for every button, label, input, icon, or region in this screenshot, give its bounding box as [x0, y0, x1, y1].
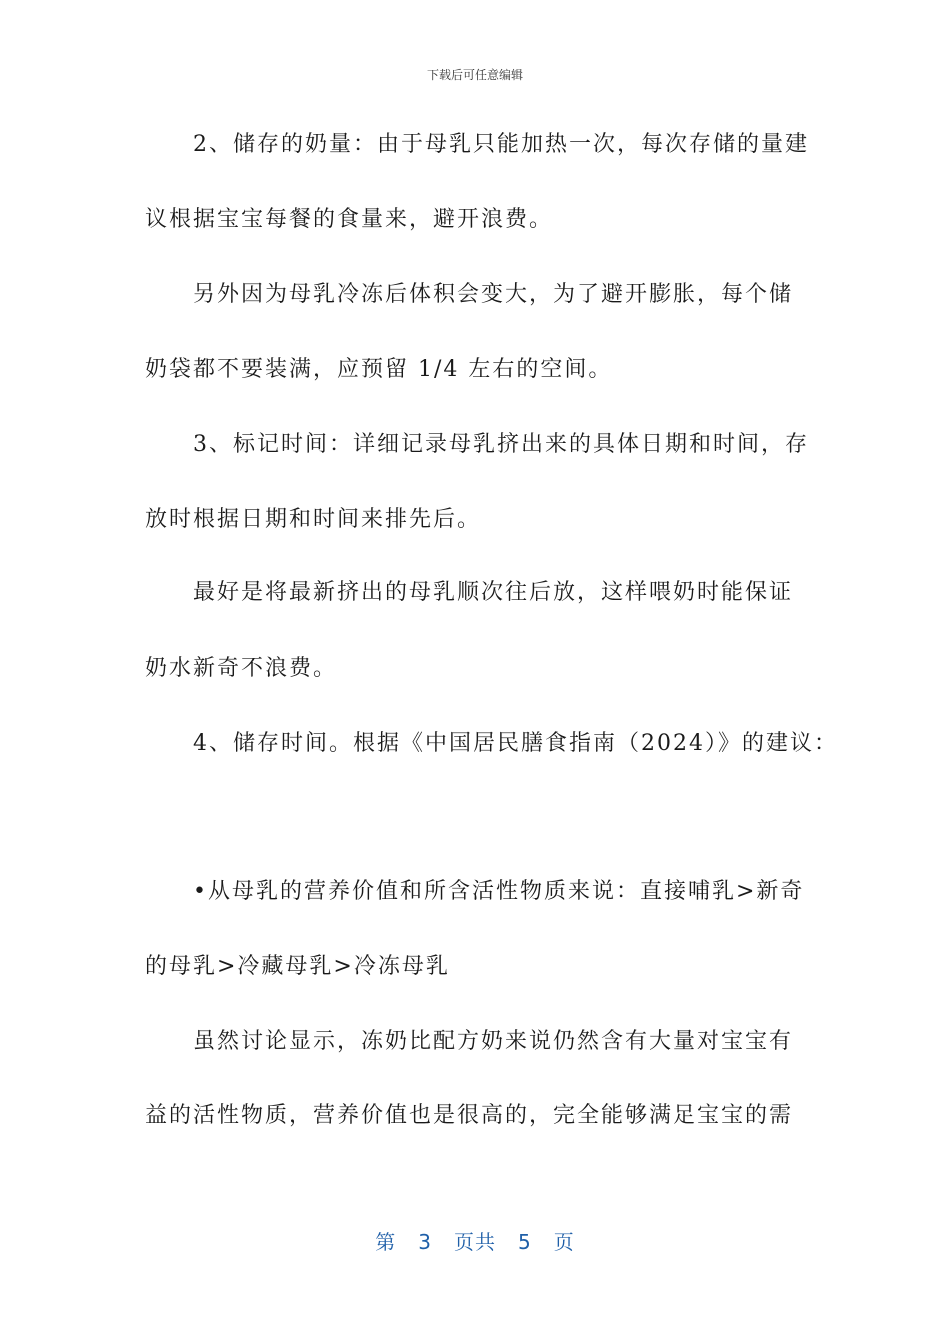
- page-header-note: 下载后可任意编辑: [426, 68, 523, 82]
- paragraph-line: 议根据宝宝每餐的食量来，避开浪费。: [145, 207, 554, 232]
- paragraph-line: 另外因为母乳冷冻后体积会变大，为了避开膨胀，每个储: [193, 282, 794, 307]
- bullet-line: •从母乳的营养价值和所含活性物质来说：直接哺乳>新奇: [193, 879, 805, 904]
- paragraph-line: 益的活性物质，营养价值也是很高的，完全能够满足宝宝的需: [145, 1103, 794, 1128]
- paragraph-line: 3、标记时间：详细记录母乳挤出来的具体日期和时间，存: [193, 432, 809, 457]
- total-pages-number: 5: [518, 1230, 532, 1254]
- paragraph-line: 最好是将最新挤出的母乳顺次往后放，这样喂奶时能保证: [193, 580, 794, 605]
- paragraph-line: 奶水新奇不浪费。: [145, 656, 338, 681]
- paragraph-line: 4、储存时间。根据《中国居民膳食指南（2024）》的建议：: [193, 731, 838, 756]
- current-page-number: 3: [418, 1230, 432, 1254]
- paragraph-line: 的母乳>冷藏母乳>冷冻母乳: [145, 954, 450, 979]
- paragraph-line: 2、储存的奶量：由于母乳只能加热一次，每次存储的量建: [193, 132, 809, 157]
- page-suffix: 页: [553, 1230, 575, 1254]
- page-number-footer: [0, 1226, 950, 1255]
- paragraph-line: 奶袋都不要装满，应预留 1/4 左右的空间。: [145, 357, 613, 382]
- page-middle: 页共: [454, 1230, 496, 1254]
- paragraph-line: 虽然讨论显示，冻奶比配方奶来说仍然含有大量对宝宝有: [193, 1029, 794, 1054]
- page-prefix: 第: [375, 1230, 397, 1254]
- paragraph-line: 放时根据日期和时间来排先后。: [145, 507, 482, 532]
